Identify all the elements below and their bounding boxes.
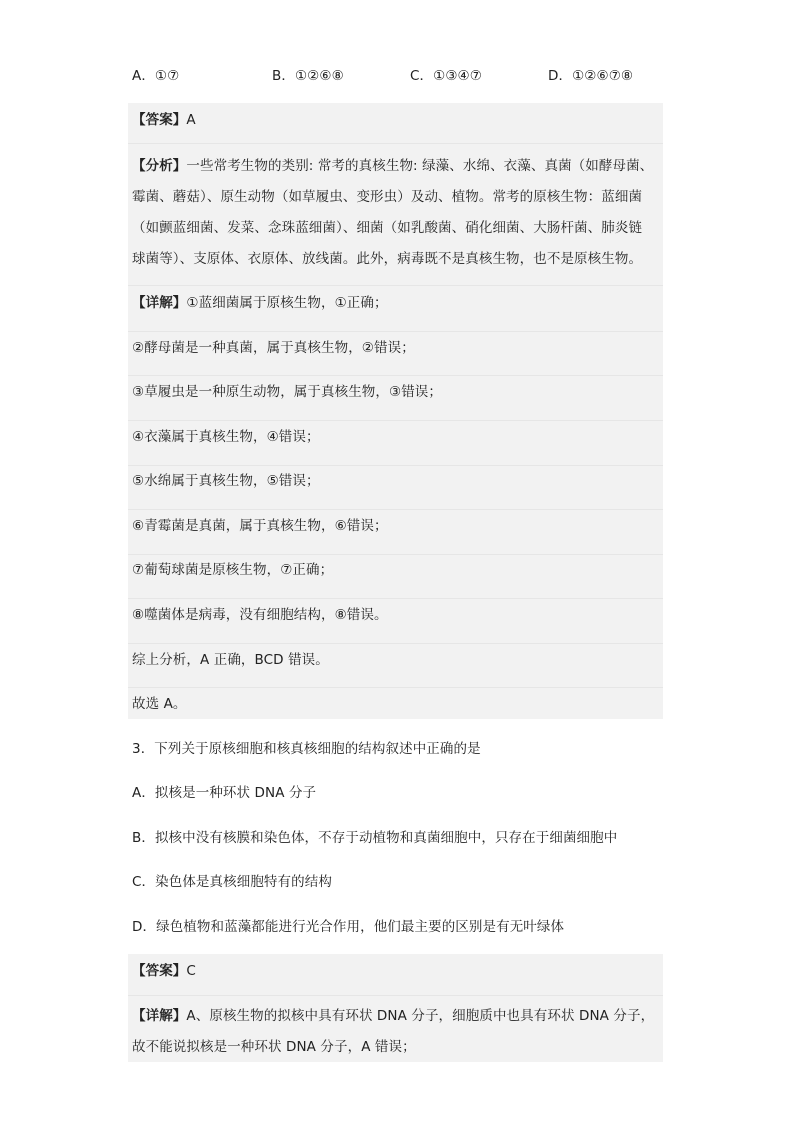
detail-label: 【详解】 xyxy=(132,295,187,311)
detail-text: ①蓝细菌属于原核生物，①正确； xyxy=(186,295,388,311)
q3-option-b: B．拟核中没有核膜和染色体，不存于动植物和真菌细胞中，只存在于细菌细胞中 xyxy=(132,830,618,846)
divider xyxy=(128,420,663,421)
q2-detail-item: ⑦葡萄球菌是原核生物，⑦正确； xyxy=(132,562,334,578)
q2-detail-item: ⑧噬菌体是病毒，没有细胞结构，⑧错误。 xyxy=(132,607,388,623)
divider xyxy=(128,598,663,599)
detail-text: A、原核生物的拟核中具有环状 DNA 分子，细胞质中也具有环状 DNA 分子， xyxy=(186,1008,655,1024)
divider xyxy=(128,509,663,510)
q2-option-a: A．①⑦ xyxy=(132,68,180,84)
divider xyxy=(128,285,663,286)
q2-analysis-line-1 xyxy=(132,156,662,176)
q2-detail-summary: 综上分析，A 正确，BCD 错误。 xyxy=(132,652,329,668)
divider xyxy=(128,331,663,332)
q2-analysis-line-2: 霉菌、蘑菇）、原生动物（如草履虫、变形虫）及动、植物。常考的原核生物：蓝细菌 xyxy=(132,189,643,205)
answer-label: 【答案】 xyxy=(132,963,187,979)
q3-option-a: A．拟核是一种环状 DNA 分子 xyxy=(132,785,317,801)
divider xyxy=(128,643,663,644)
q2-detail-item: ⑥青霉菌是真菌，属于真核生物，⑥错误； xyxy=(132,518,388,534)
analysis-label: 【分析】 xyxy=(132,158,187,174)
q3-answer xyxy=(132,961,662,981)
q2-detail-item: ④衣藻属于真核生物，④错误； xyxy=(132,429,320,445)
q3-detail-line-1 xyxy=(132,1006,677,1026)
detail-label: 【详解】 xyxy=(132,1008,187,1024)
q3-option-d: D．绿色植物和蓝藻都能进行光合作用，他们最主要的区别是有无叶绿体 xyxy=(132,919,565,935)
q2-analysis-line-4: 球菌等）、支原体、衣原体、放线菌。此外，病毒既不是真核生物，也不是原核生物。 xyxy=(132,251,643,267)
q2-analysis-line-3: （如颤蓝细菌、发菜、念珠蓝细菌）、细菌（如乳酸菌、硝化细菌、大肠杆菌、肺炎链 xyxy=(132,220,643,236)
q2-detail-item: ②酵母菌是一种真菌，属于真核生物，②错误； xyxy=(132,340,415,356)
q2-option-d: D．①②⑥⑦⑧ xyxy=(548,68,634,84)
divider xyxy=(128,375,663,376)
q2-detail-conclusion: 故选 A。 xyxy=(132,696,187,712)
answer-value: C xyxy=(186,963,196,979)
q3-stem: 3．下列关于原核细胞和核真核细胞的结构叙述中正确的是 xyxy=(132,741,481,757)
q2-option-c: C．①③④⑦ xyxy=(410,68,482,84)
q2-detail-item: ③草履虫是一种原生动物，属于真核生物，③错误； xyxy=(132,384,443,400)
q3-detail-line-2: 故不能说拟核是一种环状 DNA 分子，A 错误； xyxy=(132,1039,416,1055)
q3-option-c: C．染色体是真核细胞特有的结构 xyxy=(132,874,332,890)
divider xyxy=(128,687,663,688)
q2-option-b: B．①②⑥⑧ xyxy=(272,68,344,84)
analysis-text: 一些常考生物的类别: 常考的真核生物: 绿藻、水绵、衣藻、真菌（如酵母菌、 xyxy=(186,158,654,174)
divider xyxy=(128,554,663,555)
divider xyxy=(128,995,663,996)
divider xyxy=(128,465,663,466)
q2-answer xyxy=(132,110,662,130)
answer-value: A xyxy=(186,112,196,128)
q2-detail-item: ⑤水绵属于真核生物，⑤错误； xyxy=(132,473,320,489)
q2-detail-line-1 xyxy=(132,293,662,313)
answer-label: 【答案】 xyxy=(132,112,187,128)
divider xyxy=(128,143,663,144)
